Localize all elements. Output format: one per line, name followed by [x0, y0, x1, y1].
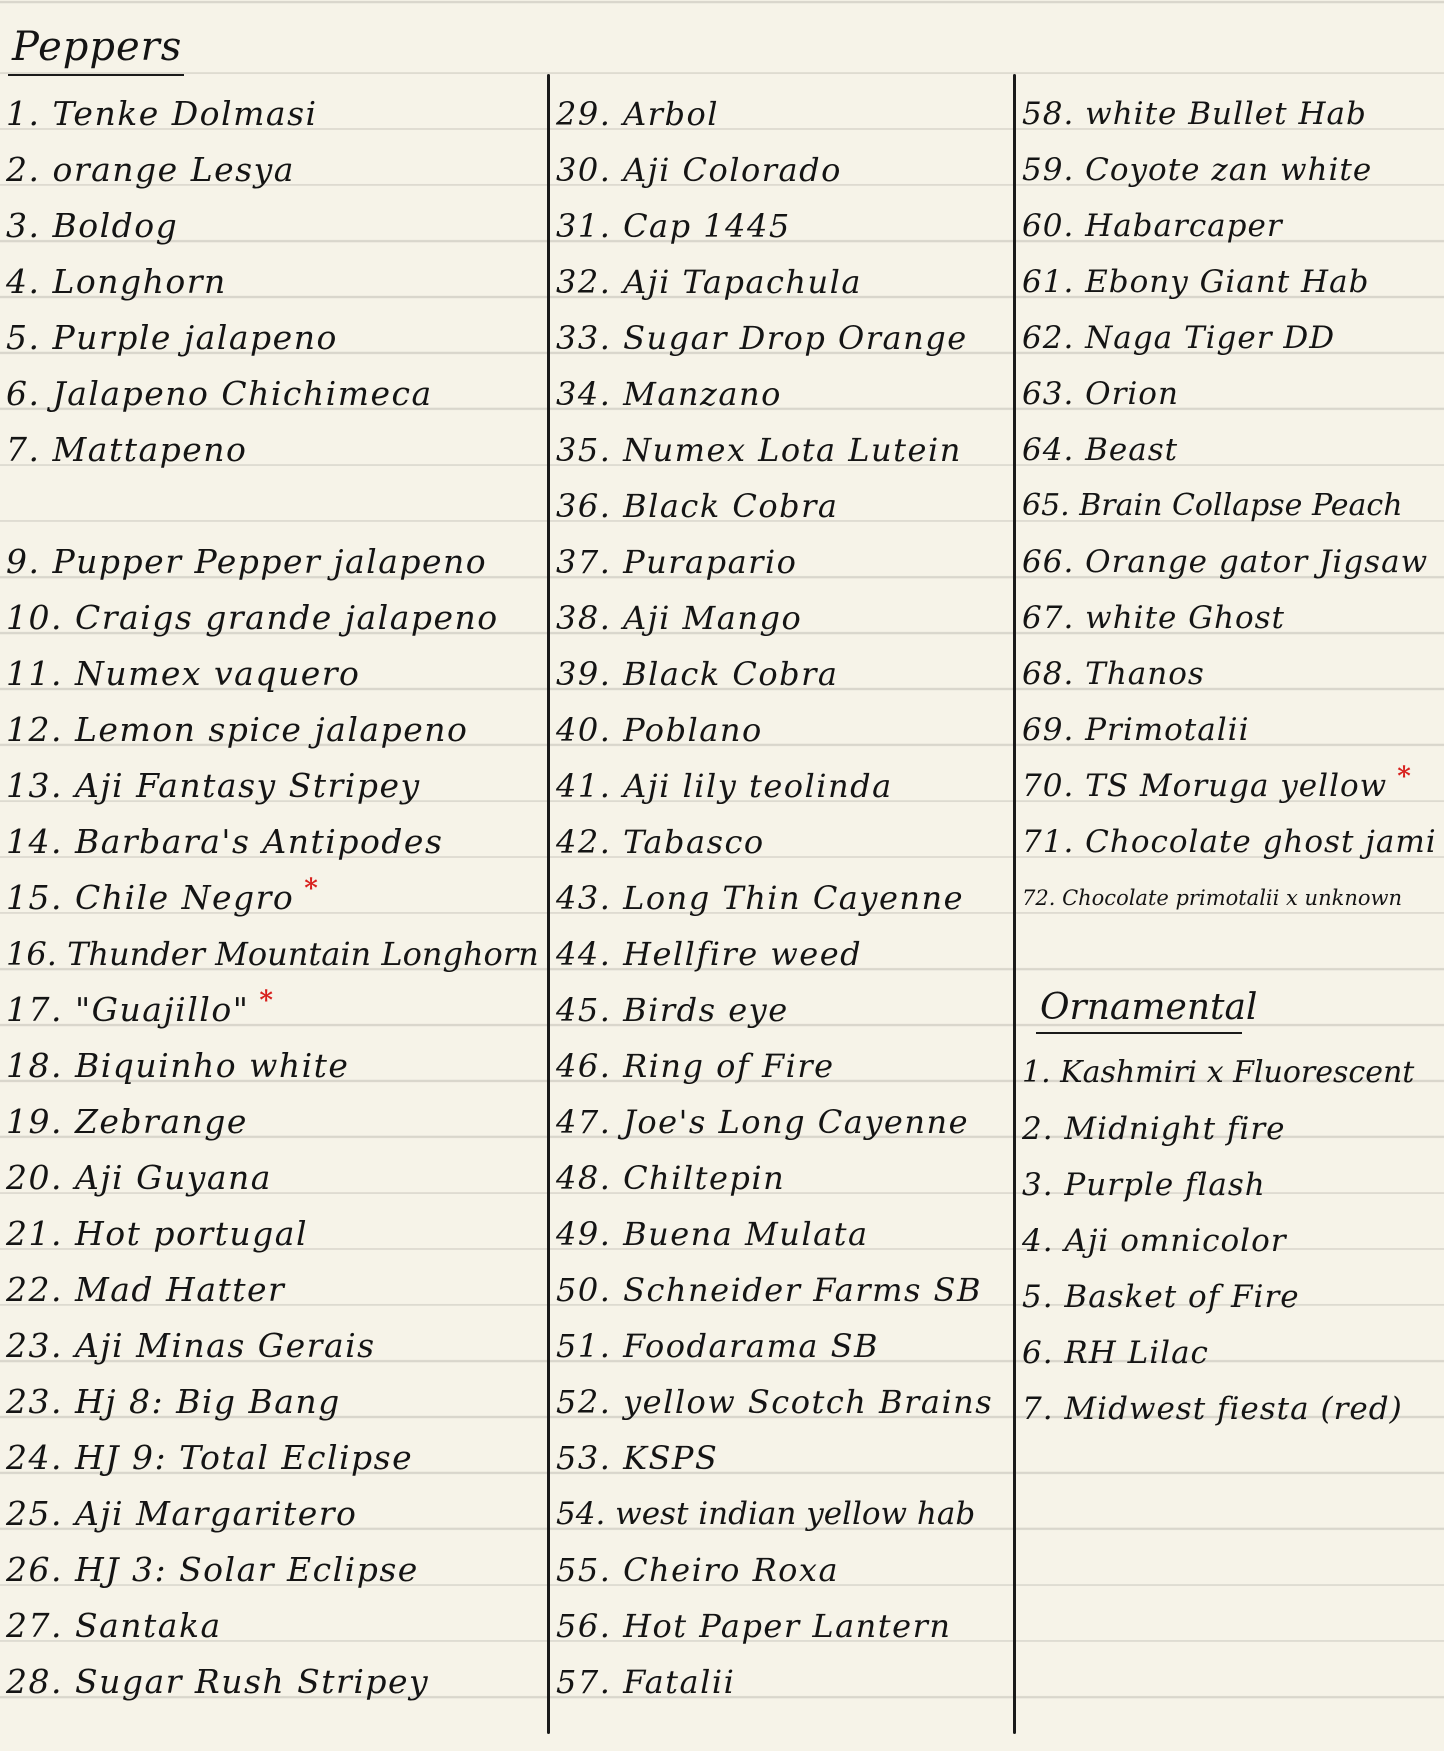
list-item	[1022, 1213, 1437, 1269]
list-item	[556, 1038, 1008, 1094]
list-item-text: 6. Jalapeno Chichimeca	[6, 374, 433, 413]
page-title: Peppers	[12, 24, 183, 70]
list-item-text: 56. Hot Paper Lantern	[556, 1607, 952, 1645]
red-star-mark: *	[259, 986, 275, 1016]
list-item-text: 38. Aji Mango	[556, 599, 803, 637]
pepper-list-column-2	[556, 86, 1008, 1710]
list-item	[556, 1094, 1008, 1150]
list-item	[6, 1542, 541, 1598]
list-item	[1022, 1269, 1437, 1325]
list-item-text: 64. Beast	[1022, 432, 1179, 468]
list-item-text: 60. Habarcaper	[1022, 208, 1283, 244]
list-item	[6, 142, 541, 198]
list-item-text: 4. Aji omnicolor	[1022, 1223, 1287, 1259]
list-item	[6, 646, 541, 702]
list-item-text: 25. Aji Margaritero	[6, 1494, 358, 1533]
list-item	[556, 534, 1008, 590]
list-item	[556, 702, 1008, 758]
list-item	[6, 422, 541, 478]
list-item	[1022, 1381, 1437, 1437]
list-item	[1022, 1101, 1437, 1157]
list-item	[556, 1150, 1008, 1206]
list-item-text: 49. Buena Mulata	[556, 1215, 869, 1253]
list-item-text: 54. west indian yellow hab	[556, 1496, 976, 1532]
list-item-text: 4. Longhorn	[6, 262, 227, 301]
list-item	[6, 366, 541, 422]
list-item-text: 13. Aji Fantasy Stripey	[6, 766, 421, 805]
list-item	[1022, 422, 1437, 478]
list-item-text: 47. Joe's Long Cayenne	[556, 1103, 969, 1141]
list-item-text: 10. Craigs grande jalapeno	[6, 598, 499, 637]
list-item	[6, 758, 541, 814]
list-item-text: 50. Schneider Farms SB	[556, 1271, 982, 1309]
pepper-list-column-1	[6, 86, 541, 1710]
list-item	[6, 1150, 541, 1206]
list-item	[6, 1206, 541, 1262]
list-item-text: 2. Midnight fire	[1022, 1111, 1286, 1147]
list-item-text: 11. Numex vaquero	[6, 654, 361, 693]
list-item	[6, 926, 541, 982]
list-item	[556, 478, 1008, 534]
list-item-text: 72. Chocolate primotalii x unknown	[1022, 886, 1402, 910]
list-item	[1022, 198, 1437, 254]
list-item	[556, 646, 1008, 702]
list-item	[6, 1318, 541, 1374]
list-item	[556, 982, 1008, 1038]
list-item-text: 42. Tabasco	[556, 823, 765, 861]
list-item-text: 12. Lemon spice jalapeno	[6, 710, 469, 749]
list-item-text: 18. Biquinho white	[6, 1046, 350, 1085]
ornamental-heading-underline	[1036, 1032, 1242, 1034]
list-item	[6, 814, 541, 870]
list-item-text: 45. Birds eye	[556, 991, 789, 1029]
list-item-text: 67. white Ghost	[1022, 600, 1285, 636]
list-item-text: 9. Pupper Pepper jalapeno	[6, 542, 488, 581]
list-item-text: 65. Brain Collapse Peach	[1022, 488, 1403, 523]
list-item	[556, 366, 1008, 422]
list-item	[1022, 310, 1437, 366]
list-item	[1022, 1157, 1437, 1213]
list-item-text: 17. "Guajillo"	[6, 990, 250, 1029]
list-item-text: 1. Kashmiri x Fluorescent	[1022, 1055, 1415, 1090]
list-item-text: 44. Hellfire weed	[556, 935, 863, 973]
list-item-text: 43. Long Thin Cayenne	[556, 879, 965, 917]
list-item	[6, 198, 541, 254]
list-item-text: 14. Barbara's Antipodes	[6, 822, 444, 861]
list-item	[6, 1038, 541, 1094]
list-item-text: 41. Aji lily teolinda	[556, 767, 893, 805]
list-item	[556, 1430, 1008, 1486]
list-item-text: 23. Hj 8: Big Bang	[6, 1382, 341, 1421]
list-item-text: 7. Mattapeno	[6, 430, 248, 469]
list-item	[6, 254, 541, 310]
list-item-text: 1. Tenke Dolmasi	[6, 94, 318, 133]
list-item	[556, 1542, 1008, 1598]
list-item-text: 63. Orion	[1022, 376, 1179, 412]
list-item	[6, 1262, 541, 1318]
list-item	[1022, 870, 1437, 926]
list-item-text: 34. Manzano	[556, 375, 782, 413]
list-item-text: 5. Purple jalapeno	[6, 318, 338, 357]
list-item-text: 69. Primotalii	[1022, 712, 1250, 748]
list-item-text: 19. Zebrange	[6, 1102, 248, 1141]
list-item	[1022, 366, 1437, 422]
list-item	[6, 86, 541, 142]
list-item	[556, 1654, 1008, 1710]
list-item-text: 40. Poblano	[556, 711, 763, 749]
list-item	[556, 1374, 1008, 1430]
list-item-text: 5. Basket of Fire	[1022, 1279, 1300, 1315]
list-item	[556, 926, 1008, 982]
list-item	[6, 870, 541, 926]
list-item-text: 58. white Bullet Hab	[1022, 96, 1367, 132]
list-item	[556, 1598, 1008, 1654]
list-item	[1022, 478, 1437, 534]
list-item	[6, 1430, 541, 1486]
list-item	[556, 1262, 1008, 1318]
list-item-text: 26. HJ 3: Solar Eclipse	[6, 1550, 419, 1589]
red-star-mark: *	[304, 874, 320, 904]
list-item-text: 55. Cheiro Roxa	[556, 1551, 840, 1589]
ornamental-list	[1022, 1045, 1437, 1437]
list-item-text: 52. yellow Scotch Brains	[556, 1383, 994, 1421]
blank-line	[6, 478, 541, 534]
list-item-text: 62. Naga Tiger DD	[1022, 320, 1336, 356]
list-item-text: 53. KSPS	[556, 1439, 719, 1477]
list-item-text: 61. Ebony Giant Hab	[1022, 264, 1370, 300]
list-item-text: 39. Black Cobra	[556, 655, 839, 693]
list-item-text: 68. Thanos	[1022, 656, 1205, 692]
list-item	[1022, 758, 1437, 814]
list-item-text: 29. Arbol	[556, 95, 719, 133]
list-item	[6, 534, 541, 590]
list-item-text: 32. Aji Tapachula	[556, 263, 862, 301]
list-item-text: 48. Chiltepin	[556, 1159, 786, 1197]
list-item	[1022, 86, 1437, 142]
list-item-text: 66. Orange gator Jigsaw	[1022, 544, 1429, 580]
list-item-text: 59. Coyote zan white	[1022, 152, 1373, 188]
list-item	[556, 86, 1008, 142]
list-item	[6, 310, 541, 366]
list-item-text: 22. Mad Hatter	[6, 1270, 286, 1309]
list-item-text: 36. Black Cobra	[556, 487, 839, 525]
list-item	[6, 1654, 541, 1710]
list-item-text: 20. Aji Guyana	[6, 1158, 272, 1197]
list-item-text: 24. HJ 9: Total Eclipse	[6, 1438, 414, 1477]
list-item-text: 33. Sugar Drop Orange	[556, 319, 968, 357]
list-item	[6, 1598, 541, 1654]
list-item	[556, 870, 1008, 926]
list-item-text: 16. Thunder Mountain Longhorn	[6, 935, 539, 973]
list-item-text: 37. Purapario	[556, 543, 798, 581]
list-item	[1022, 1045, 1437, 1101]
list-item	[1022, 702, 1437, 758]
list-item	[556, 758, 1008, 814]
list-item-text: 23. Aji Minas Gerais	[6, 1326, 376, 1365]
list-item-text: 3. Boldog	[6, 206, 179, 245]
list-item	[556, 1318, 1008, 1374]
list-item	[1022, 814, 1437, 870]
list-item	[1022, 254, 1437, 310]
ornamental-heading: Ornamental	[1040, 987, 1258, 1028]
list-item-text: 3. Purple flash	[1022, 1167, 1266, 1203]
list-item-text: 27. Santaka	[6, 1606, 222, 1645]
red-star-mark: *	[1397, 761, 1412, 792]
list-item-text: 71. Chocolate ghost jami	[1022, 824, 1437, 860]
list-item-text: 2. orange Lesya	[6, 150, 295, 189]
list-item	[1022, 142, 1437, 198]
list-item-text: 7. Midwest fiesta (red)	[1022, 1391, 1403, 1427]
list-item	[6, 982, 541, 1038]
list-item	[1022, 646, 1437, 702]
list-item	[6, 590, 541, 646]
list-item-text: 30. Aji Colorado	[556, 151, 842, 189]
column-divider-right	[1013, 74, 1016, 1734]
list-item-text: 31. Cap 1445	[556, 207, 791, 245]
list-item	[556, 1486, 1008, 1542]
list-item	[556, 814, 1008, 870]
pepper-list-column-3	[1022, 86, 1437, 926]
list-item	[1022, 590, 1437, 646]
column-divider-left	[547, 74, 550, 1734]
list-item	[1022, 1325, 1437, 1381]
list-item	[556, 198, 1008, 254]
list-item	[556, 422, 1008, 478]
list-item-text: 21. Hot portugal	[6, 1214, 309, 1253]
list-item-text: 46. Ring of Fire	[556, 1047, 835, 1085]
list-item	[556, 254, 1008, 310]
list-item	[6, 1094, 541, 1150]
list-item-text: 15. Chile Negro	[6, 878, 295, 917]
list-item	[556, 142, 1008, 198]
list-item	[1022, 534, 1437, 590]
list-item-text: 51. Foodarama SB	[556, 1327, 880, 1365]
list-item	[6, 1374, 541, 1430]
title-underline	[8, 74, 184, 76]
list-item	[556, 1206, 1008, 1262]
list-item-text: 35. Numex Lota Lutein	[556, 431, 962, 469]
list-item-text: 70. TS Moruga yellow	[1022, 768, 1388, 804]
list-item	[556, 310, 1008, 366]
list-item	[556, 590, 1008, 646]
list-item-text: 57. Fatalii	[556, 1663, 736, 1701]
list-item	[6, 702, 541, 758]
list-item-text: 6. RH Lilac	[1022, 1335, 1209, 1371]
list-item-text: 28. Sugar Rush Stripey	[6, 1662, 430, 1701]
list-item	[6, 1486, 541, 1542]
